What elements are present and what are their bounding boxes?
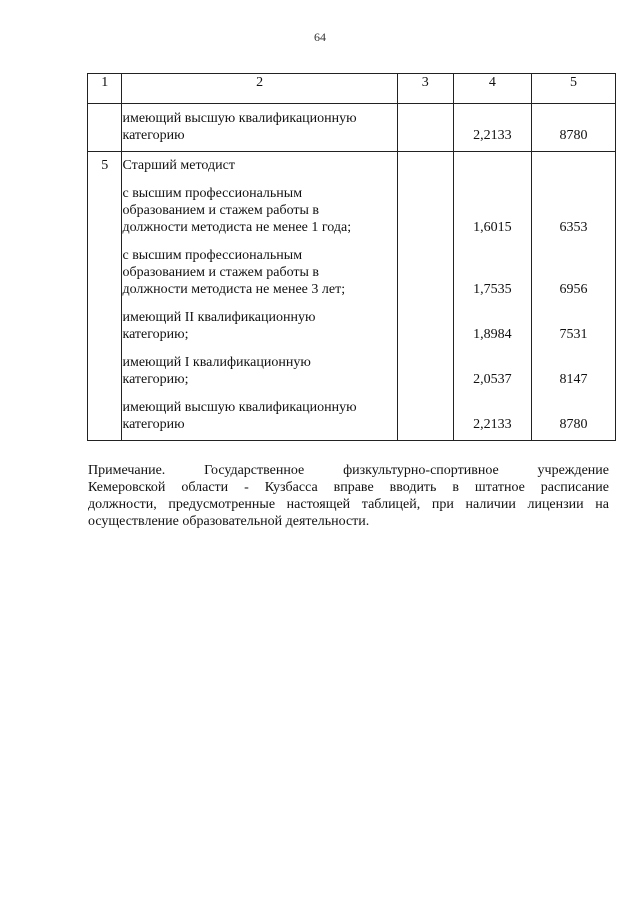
description-line: категорию (122, 128, 185, 143)
page-number: 64 (314, 30, 326, 44)
note-line: Примечание. Государственное физкультурно-спортивное учреждение (88, 463, 609, 478)
description-line: имеющий I квалификационную (122, 355, 311, 370)
header-col-4: 4 (453, 74, 531, 104)
description-line: должности методиста не менее 1 года; (122, 220, 352, 235)
coefficient-value: 1,8984 (473, 327, 512, 342)
salary-value: 6353 (559, 220, 588, 235)
row-number: 5 (88, 152, 122, 441)
header-col-3: 3 (397, 74, 453, 104)
description-line: образованием и стажем работы в (122, 203, 320, 218)
description-line: должности методиста не менее 3 лет; (122, 282, 346, 297)
position-description (122, 104, 397, 152)
salary-value: 8780 (532, 104, 616, 152)
coefficient-value: 1,6015 (473, 220, 512, 235)
table-row (88, 152, 616, 441)
description-line: имеющий высшую квалификационную (122, 400, 357, 415)
header-col-5: 5 (532, 74, 616, 104)
description-line: категорию (122, 417, 185, 432)
col3-cell (397, 152, 453, 441)
coefficient-value: 2,2133 (473, 417, 512, 432)
note-line: Кемеровской области - Кузбасса вправе вводить в штатное расписание (88, 480, 609, 495)
note-paragraph (88, 462, 609, 530)
salary-column (532, 152, 616, 441)
description-line: образованием и стажем работы в (122, 265, 320, 280)
salary-value: 6956 (559, 282, 588, 297)
note-line: осуществление образовательной деятельности. (88, 514, 370, 529)
coefficient-column (453, 152, 531, 441)
description-line: категорию; (122, 327, 189, 342)
description-line: имеющий II квалификационную (122, 310, 316, 325)
position-title: Старший методист (122, 158, 235, 173)
position-description (122, 152, 397, 441)
salary-value: 7531 (559, 327, 588, 342)
note-line: должности, предусмотренные настоящей таблицей, при наличии лицензии на (88, 497, 609, 512)
coefficient-value: 2,0537 (473, 372, 512, 387)
salary-value: 8147 (559, 372, 588, 387)
description-line: с высшим профессиональным (122, 186, 303, 201)
salary-table (87, 73, 616, 441)
table-row (88, 104, 616, 152)
salary-value: 8780 (559, 417, 588, 432)
col3-cell (397, 104, 453, 152)
description-line: с высшим профессиональным (122, 248, 303, 263)
description-line: категорию; (122, 372, 189, 387)
coefficient-value: 1,7535 (473, 282, 512, 297)
row-number (88, 104, 122, 152)
description-line: имеющий высшую квалификационную (122, 111, 357, 126)
coefficient-value: 2,2133 (453, 104, 531, 152)
header-col-2: 2 (122, 74, 397, 104)
table-header-row (88, 74, 616, 104)
header-col-1: 1 (88, 74, 122, 104)
